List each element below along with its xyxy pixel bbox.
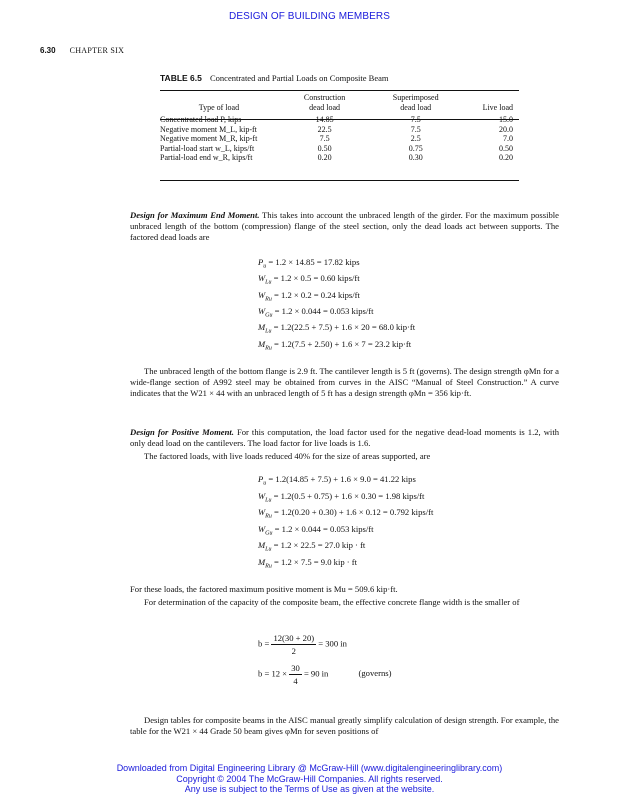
paragraph-max-end-moment <box>130 210 559 243</box>
equation-expression: = 1.2(0.20 + 0.30) + 1.6 × 0.12 = 0.792 kips/ft <box>274 507 434 517</box>
text-max-end-moment: This takes into account the unbraced length of the girder. For the maximum possible unbraced length of the bottom (compression) flange of the steel section, only the dead loads act between supports. The factored dead loads are <box>130 210 560 242</box>
equation-subscript: Ru <box>265 345 272 352</box>
equation-subscript: Ru <box>265 296 272 303</box>
beq2-fraction <box>289 662 302 687</box>
table-row <box>160 125 519 135</box>
table-row <box>160 134 519 144</box>
table-bottom-rule <box>160 180 519 181</box>
equation-expression: = 1.2 × 14.85 = 17.82 kips <box>268 257 360 267</box>
equation-symbol: W <box>258 490 266 501</box>
beq2-note: (governs) <box>358 668 392 679</box>
header-live: Live load <box>482 102 513 112</box>
table-header-rule <box>160 119 519 120</box>
equation-symbol: W <box>258 523 266 534</box>
footer-line-download: Downloaded from Digital Engineering Library @ McGraw-Hill (www.digitalengineeringlibrary.com) <box>116 763 503 773</box>
equation-line <box>258 339 411 352</box>
equation-expression: = 1.2 × 22.5 = 27.0 kip · ft <box>273 540 366 550</box>
paragraph-max-positive-moment: For these loads, the factored maximum positive moment is Mu = 509.6 kip·ft. <box>130 584 398 594</box>
beq1-lhs: b = <box>258 638 270 649</box>
beq2-lhs: b = 12 × <box>258 668 288 679</box>
equation-expression: = 1.2 × 0.2 = 0.24 kips/ft <box>274 289 360 300</box>
row-type-cell: Partial-load end w_R, kips/ft <box>160 153 253 162</box>
equation-expression: = 1.2(14.85 + 7.5) + 1.6 × 9.0 = 41.22 kips <box>268 474 416 484</box>
paragraph-design-tables: Design tables for composite beams in the AISC manual greatly simplify calculation of design strength. For example, the table for the W21 × 44 Grade 50 beam gives φMn for seven positions of <box>130 715 559 736</box>
header-superimposed <box>371 93 460 115</box>
header-type: Type of load <box>198 102 240 112</box>
equation-expression: = 1.2 × 7.5 = 9.0 kip · ft <box>274 556 358 567</box>
heading-max-end-moment: Design for Maximum End Moment. <box>130 210 260 220</box>
equation-subscript: Lu <box>265 280 272 287</box>
row-superimposed-cell: 0.75 <box>408 143 423 153</box>
text-positive-moment: For this computation, the load factor used for the negative dead-load moments is 1.2, with only dead load on the cantilevers. The load factor for live loads is 1.6. <box>130 427 560 448</box>
paragraph-factored-loads: The factored loads, with live loads reduced 40% for the size of areas supported, are <box>144 451 431 461</box>
equation-expression: = 1.2 × 0.5 = 0.60 kips/ft <box>273 273 360 284</box>
download-footer <box>0 763 619 795</box>
row-superimposed-cell: 7.5 <box>410 115 421 124</box>
header-construction-line1: Construction <box>303 93 346 102</box>
equation-line <box>258 524 373 537</box>
paragraph-unbraced-length: The unbraced length of the bottom flange is 2.9 ft. The cantilever length is 5 ft (governs). The design strength φMn for a wide-flange section of A992 steel may be obtained from curves in the AISC “Manual of Steel Construction.” A curve indicates that the W21 × 44 with an unbraced length of 5 ft has a design strength φMn = 356 kip·ft. <box>130 366 559 398</box>
row-live-cell: 0.50 <box>499 143 513 153</box>
beq2-denominator: 4 <box>293 676 298 686</box>
table-label: TABLE 6.5 <box>160 73 202 83</box>
equation-line <box>258 557 357 570</box>
equation-subscript: u <box>263 480 267 487</box>
equation-symbol: W <box>258 507 266 517</box>
equation-symbol: W <box>258 289 266 300</box>
equation-line <box>258 322 415 335</box>
page-number: 6.30 <box>40 46 56 55</box>
equation-symbol: M <box>258 338 266 349</box>
table-body <box>160 115 519 163</box>
equation-expression: = 1.2(0.5 + 0.75) + 1.6 × 0.30 = 1.98 kips/ft <box>273 490 425 501</box>
row-superimposed-cell: 0.30 <box>408 153 423 162</box>
row-type-cell: Negative moment M_R, kip-ft <box>160 134 258 143</box>
row-live-cell: 0.20 <box>499 153 513 162</box>
row-superimposed-cell: 7.5 <box>410 124 421 134</box>
equation-line <box>258 540 365 553</box>
equation-subscript: Lu <box>265 328 272 335</box>
equation-subscript: u <box>263 263 267 270</box>
beq2-rhs: = 90 in <box>303 668 329 679</box>
beq1-denominator: 2 <box>291 646 296 656</box>
equation-expression: = 1.2(7.5 + 2.50) + 1.6 × 7 = 23.2 kip·ft <box>274 338 412 349</box>
document-banner: DESIGN OF BUILDING MEMBERS <box>229 11 390 22</box>
row-construction-cell: 22.5 <box>317 124 332 134</box>
row-live-cell: 20.0 <box>499 124 513 134</box>
table-title: Concentrated and Partial Loads on Composite Beam <box>210 73 389 83</box>
equation-flange-width-1 <box>258 632 347 657</box>
running-head <box>40 46 124 55</box>
table-top-rule <box>160 90 519 91</box>
equation-expression: = 1.2 × 0.044 = 0.053 kips/ft <box>274 523 374 534</box>
row-construction-cell: 0.20 <box>317 153 332 162</box>
row-type-cell: Partial-load start w_L, kips/ft <box>160 143 255 153</box>
beq1-fraction <box>271 632 316 657</box>
header-superimposed-line2: dead load <box>400 102 432 112</box>
equation-line <box>258 491 424 504</box>
equation-line <box>258 474 416 487</box>
row-live-cell: 15.0 <box>499 115 513 124</box>
table-row <box>160 144 519 154</box>
equation-subscript: Ru <box>265 563 272 570</box>
row-live-cell: 7.0 <box>503 134 513 143</box>
table-header-row <box>160 93 519 115</box>
paragraph-positive-moment <box>130 427 559 449</box>
footer-line-terms: Any use is subject to the Terms of Use as given at the website. <box>184 784 435 794</box>
row-construction-cell: 7.5 <box>319 134 330 143</box>
header-construction <box>278 93 371 115</box>
equation-symbol: M <box>258 556 266 567</box>
equation-symbol: W <box>258 273 266 284</box>
equation-subscript: Gu <box>265 530 273 537</box>
beq2-numerator: 30 <box>291 663 300 673</box>
table-caption <box>160 73 388 83</box>
paragraph-flange-width: For determination of the capacity of the composite beam, the effective concrete flange width is the smaller of <box>144 597 520 607</box>
row-construction-cell: 0.50 <box>317 143 332 153</box>
equation-expression: = 1.2 × 0.044 = 0.053 kips/ft <box>274 305 374 316</box>
table-row <box>160 153 519 163</box>
equation-symbol: W <box>258 305 266 316</box>
beq1-rhs: = 300 in <box>318 638 347 649</box>
equation-line <box>258 273 360 286</box>
row-type-cell: Concentrated load P, kips <box>160 115 242 124</box>
equation-symbol: M <box>258 322 266 333</box>
loads-table <box>160 93 519 163</box>
beq1-numerator: 12(30 + 20) <box>273 633 315 643</box>
footer-line-copyright: Copyright © 2004 The McGraw-Hill Companies. All rights reserved. <box>176 773 443 784</box>
equation-symbol: P <box>258 257 264 267</box>
equation-subscript: Ru <box>265 513 272 520</box>
header-superimposed-line1: Superimposed <box>392 93 439 102</box>
heading-positive-moment: Design for Positive Moment. <box>130 427 234 437</box>
equation-subscript: Gu <box>265 312 273 319</box>
equation-line <box>258 306 373 319</box>
equation-expression: = 1.2(22.5 + 7.5) + 1.6 × 20 = 68.0 kip·ft <box>273 322 416 333</box>
equation-line <box>258 257 360 270</box>
row-type-cell: Negative moment M_L, kip-ft <box>160 124 257 134</box>
equation-line <box>258 290 360 303</box>
equation-subscript: Lu <box>265 497 272 504</box>
row-construction-cell: 14.85 <box>315 115 334 124</box>
header-construction-line2: dead load <box>309 102 340 112</box>
chapter-label: CHAPTER SIX <box>69 46 125 55</box>
equation-line <box>258 507 433 520</box>
equation-subscript: Lu <box>265 546 272 553</box>
equation-symbol: M <box>258 540 266 550</box>
row-superimposed-cell: 2.5 <box>410 134 421 143</box>
equation-flange-width-2 <box>258 662 391 687</box>
equation-symbol: P <box>258 474 264 484</box>
